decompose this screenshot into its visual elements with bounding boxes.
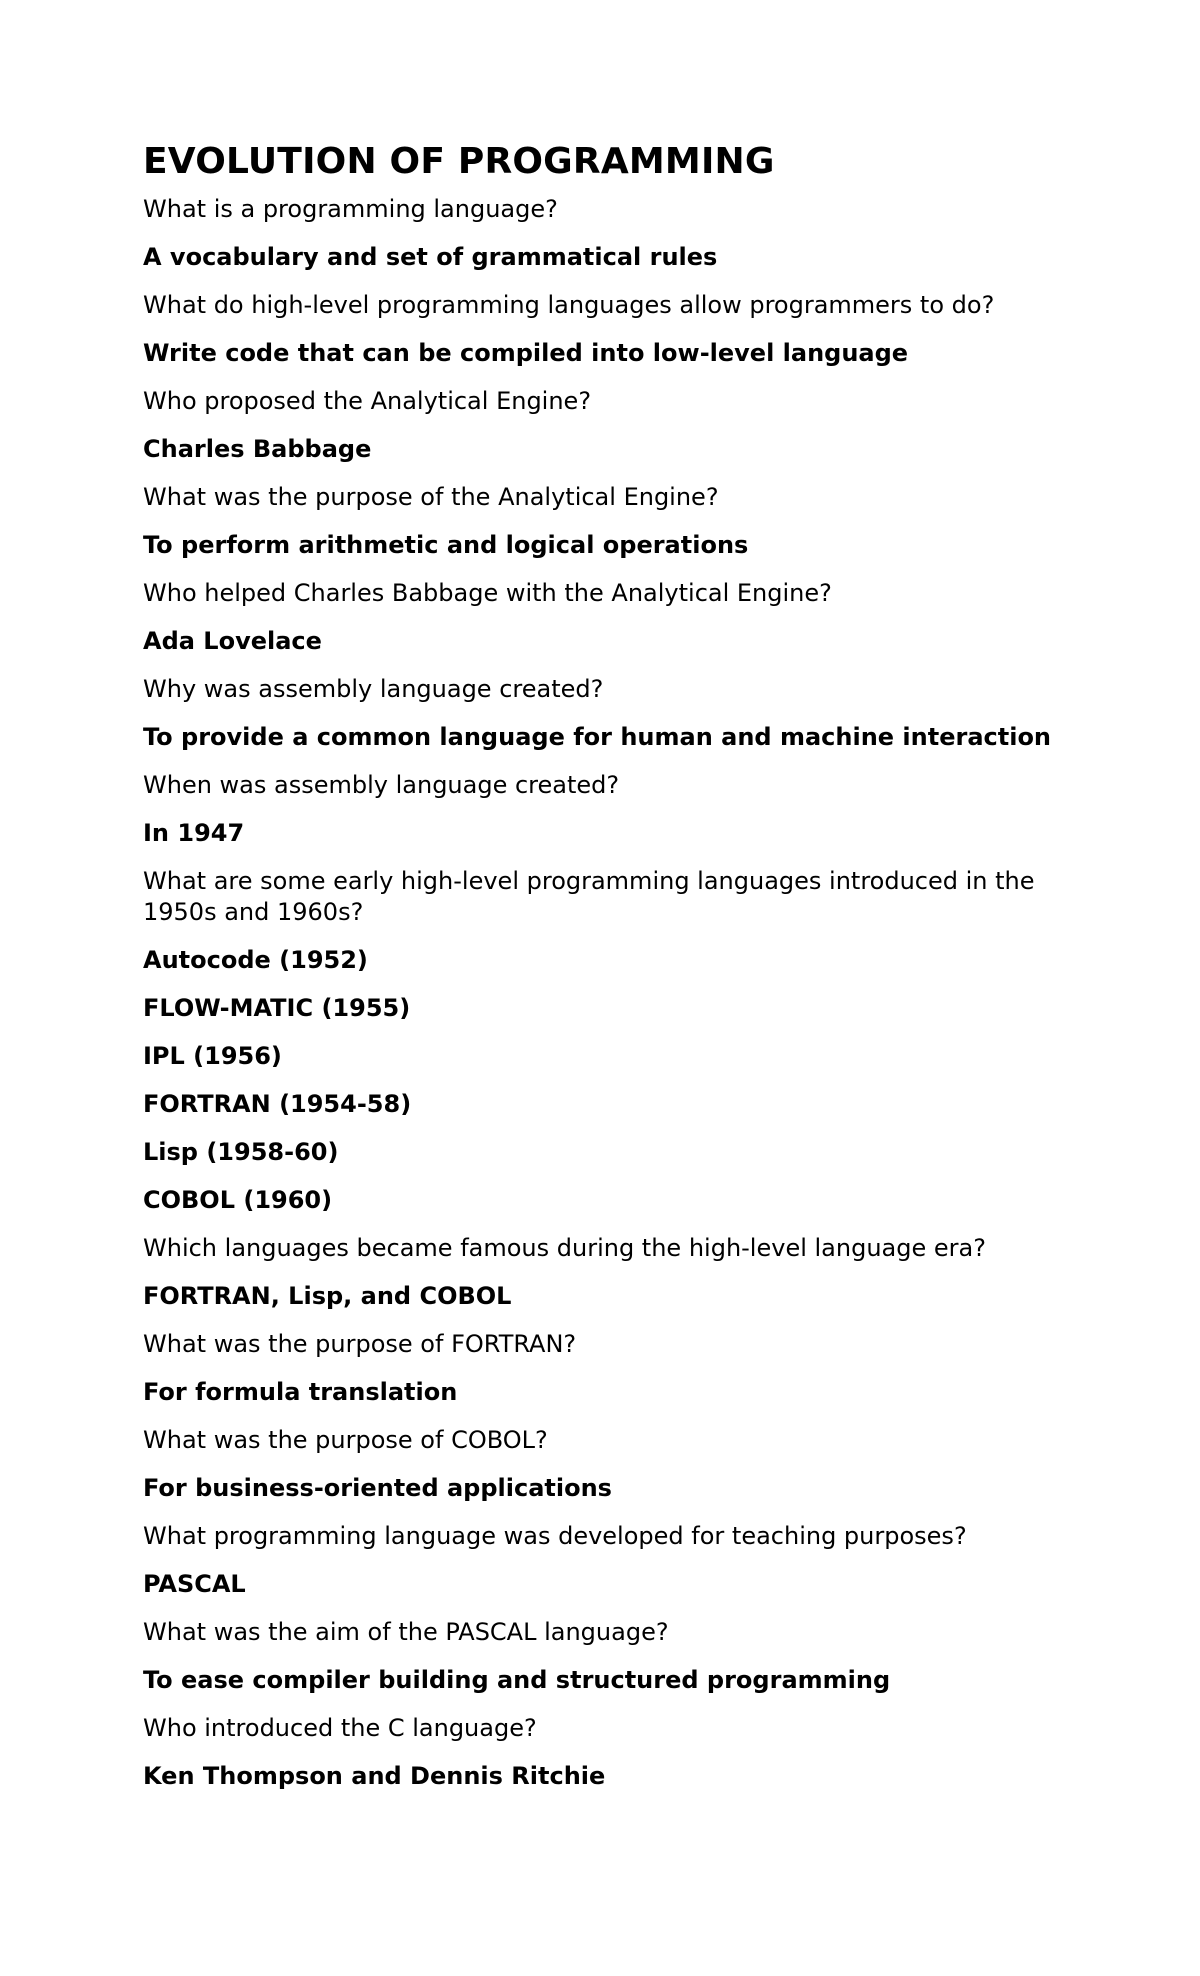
question-line: Which languages became famous during the high-level language era? [143,1234,986,1262]
answer-line: IPL (1956) [143,1042,282,1070]
document-page [143,138,1063,1809]
answer-line: In 1947 [143,819,245,847]
question-line: What was the aim of the PASCAL language? [143,1618,669,1646]
question-line: Who proposed the Analytical Engine? [143,387,592,415]
answer-line: COBOL (1960) [143,1186,333,1214]
question-line: What are some early high-level programming languages introduced in the 1950s and 1960s? [143,867,1035,926]
question-line: What do high-level programming languages allow programmers to do? [143,291,995,319]
document-title: EVOLUTION OF PROGRAMMING [143,141,775,182]
question-line: What is a programming language? [143,195,558,223]
question-line: Why was assembly language created? [143,675,604,703]
question-line: Who introduced the C language? [143,1714,537,1742]
question-line: What was the purpose of FORTRAN? [143,1330,577,1358]
answer-line: FORTRAN (1954-58) [143,1090,412,1118]
answer-line: FORTRAN, Lisp, and COBOL [143,1282,512,1310]
answer-line: To perform arithmetic and logical operations [143,531,749,559]
question-line: What programming language was developed for teaching purposes? [143,1522,967,1550]
answer-line: Write code that can be compiled into low-level language [143,339,909,367]
qa-list [143,194,1063,1792]
question-line: What was the purpose of COBOL? [143,1426,548,1454]
answer-line: For business-oriented applications [143,1474,612,1502]
answer-line: PASCAL [143,1570,246,1598]
question-line: What was the purpose of the Analytical Engine? [143,483,719,511]
answer-line: Autocode (1952) [143,946,368,974]
answer-line: A vocabulary and set of grammatical rules [143,243,718,271]
answer-line: For formula translation [143,1378,458,1406]
answer-line: Lisp (1958-60) [143,1138,339,1166]
answer-line: Ken Thompson and Dennis Ritchie [143,1762,606,1790]
question-line: Who helped Charles Babbage with the Analytical Engine? [143,579,832,607]
answer-line: Ada Lovelace [143,627,322,655]
answer-line: Charles Babbage [143,435,372,463]
answer-line: FLOW-MATIC (1955) [143,994,411,1022]
answer-line: To ease compiler building and structured programming [143,1666,891,1694]
question-line: When was assembly language created? [143,771,620,799]
answer-line: To provide a common language for human and machine interaction [143,723,1052,751]
